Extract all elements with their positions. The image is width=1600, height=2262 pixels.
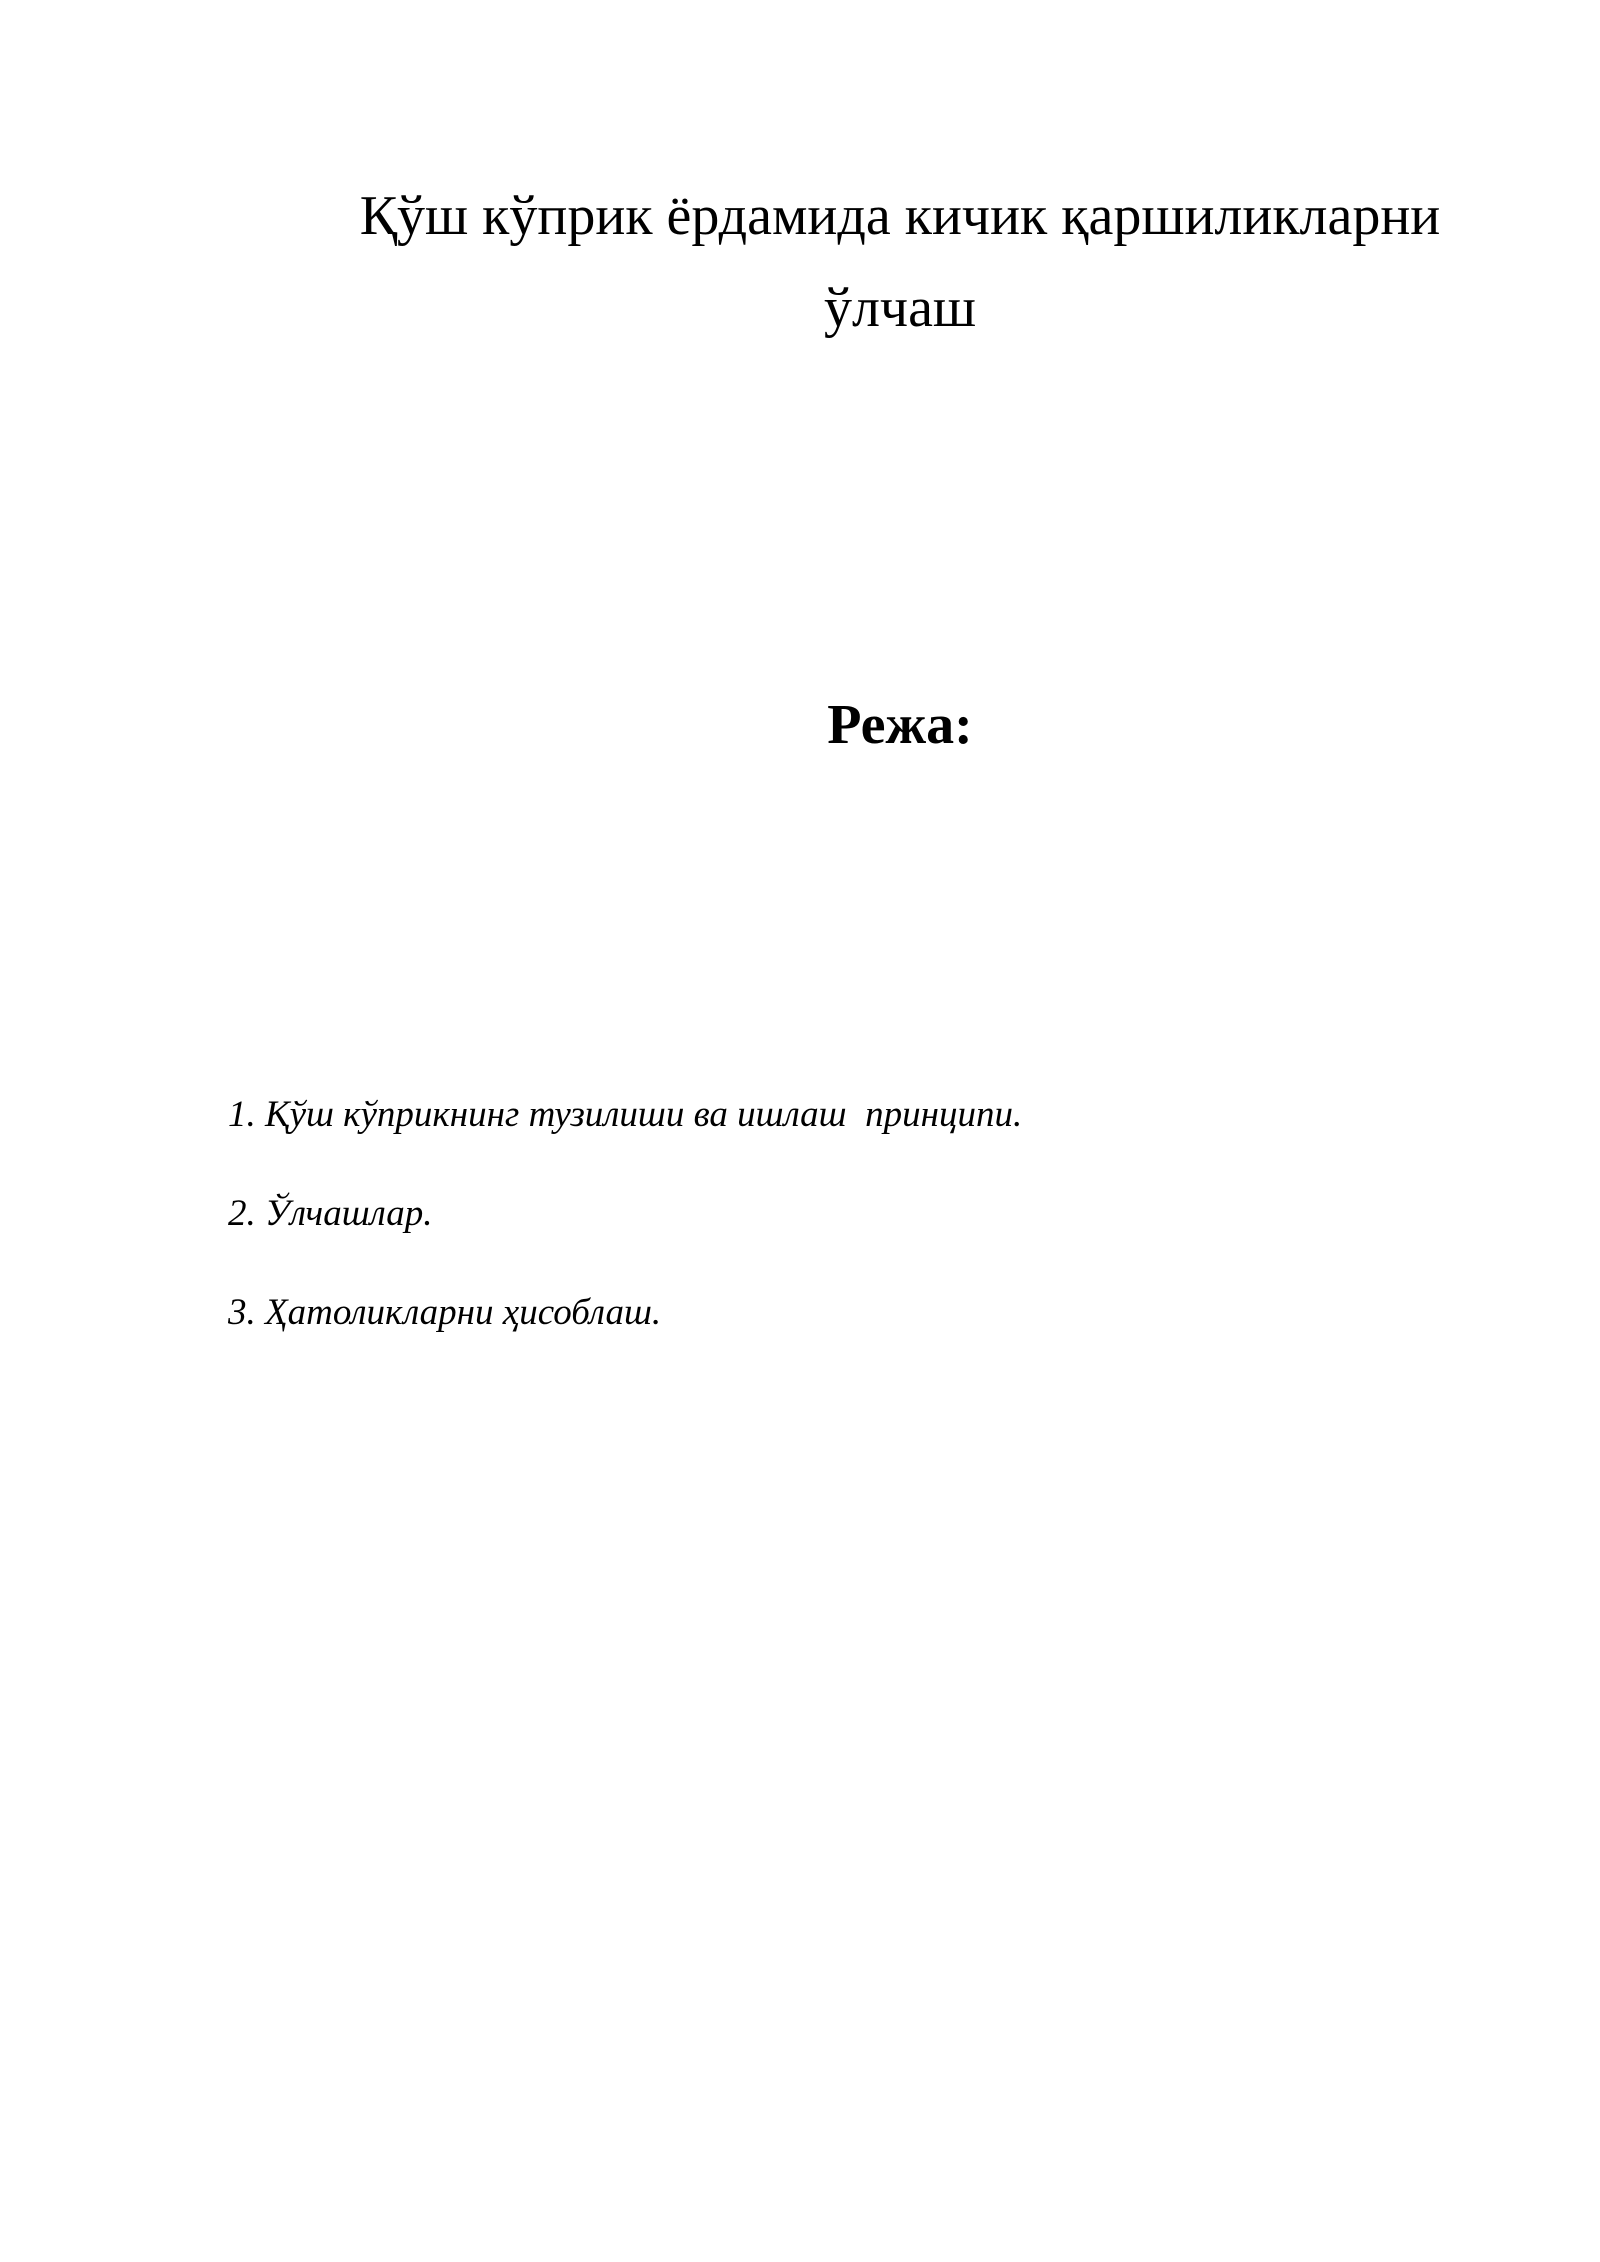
plan-heading: Режа: bbox=[827, 694, 973, 756]
plan-list bbox=[228, 1090, 1022, 1387]
document-title-line-1: Қўш кўприк ёрдамида кичик қаршиликларни bbox=[359, 185, 1441, 247]
plan-item: 2. Ўлчашлар. bbox=[228, 1193, 433, 1234]
plan-item: 1. Қўш кўприкнинг тузилиши ва ишлаш принципи. bbox=[228, 1094, 1023, 1135]
document-title-line-2: ўлчаш bbox=[823, 277, 977, 339]
plan-item: 3. Ҳатоликларни ҳисоблаш. bbox=[228, 1292, 662, 1333]
document-title bbox=[300, 170, 1500, 354]
